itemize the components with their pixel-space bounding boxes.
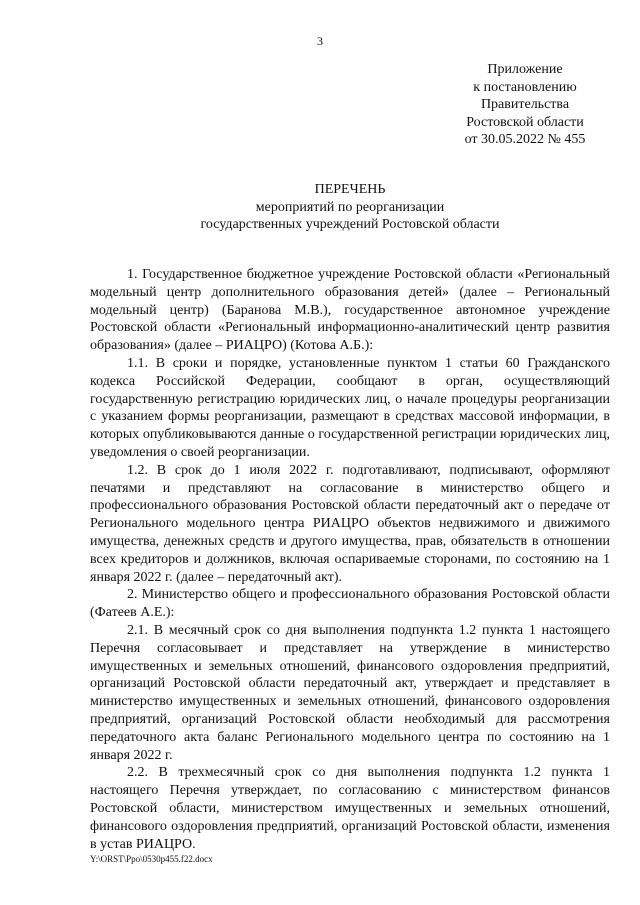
file-path-footer: Y:\ORST\Ppo\0530p455.f22.docx	[90, 854, 213, 864]
paragraph-1-1: 1.1. В сроки и порядке, установленные пунктом 1 статьи 60 Гражданского кодекса Российской Федерации, сообщают в орган, осуществляющий государственную регистрацию юридических лиц, о начале процедуры реорганизации с указанием формы реорганизации, размещают в средствах массовой информации, в которых опубликовываются данные о государственной регистрации юридических лиц, уведомления о своей реорганизации.	[90, 355, 610, 460]
appendix-block	[440, 61, 610, 149]
paragraph-1: 1. Государственное бюджетное учреждение Ростовской области «Региональный модельный центр дополнительного образования детей» (далее – Региональный модельный центр) (Баранова М.В.), государственное автономное учреждение Ростовской области «Региональный информационно-аналитический центр развития образования» (далее – РИАЦРО) (Котова А.Б.):	[90, 267, 610, 354]
appendix-line: к постановлению	[473, 79, 577, 95]
title-heading: ПЕРЕЧЕНЬ	[314, 182, 386, 197]
appendix-date-line: от 30.05.2022 № 455	[464, 132, 586, 148]
appendix-line: Ростовской области	[466, 114, 584, 130]
document-title	[0, 181, 640, 234]
paragraph-2-2: 2.2. В трехмесячный срок со дня выполнения подпункта 1.2 пункта 1 настоящего Перечня утверждает, по согласованию с министерством финансов Ростовской области, министерством имущественных и земельных отношений, финансового оздоровления предприятий, организаций Ростовской области, изменения в устав РИАЦРО.	[90, 765, 610, 852]
paragraph-2: 2. Министерство общего и профессионального образования Ростовской области (Фатеев А.Е.):	[90, 587, 610, 621]
paragraph-2-1: 2.1. В месячный срок со дня выполнения подпункта 1.2 пункта 1 настоящего Перечня согласовывает и представляет на утверждение в министерство имущественных и земельных отношений, финансового оздоровления предприятий, организаций Ростовской области передаточный акт, утверждает и представляет в министерство имущественных и земельных отношений, финансового оздоровления предприятий, организаций Ростовской области необходимый для рассмотрения передаточного акта баланс Регионального модельного центра по состоянию на 1 января 2022 г.	[90, 622, 610, 763]
paragraph-1-2: 1.2. В срок до 1 июля 2022 г. подготавливают, подписывают, оформляют печатями и представляют на согласование в министерство общего и профессионального образования Ростовской области передаточный акт о передаче от Регионального модельного центра РИАЦРО объектов недвижимого и движимого имущества, денежных средств и другого имущества, прав, обязательств в отношении всех кредиторов и должников, включая оспариваемые сторонами, по состоянию на 1 января 2022 г. (далее – передаточный акт).	[90, 462, 610, 585]
page-number: 3	[317, 34, 323, 48]
appendix-line: Приложение	[487, 62, 563, 77]
title-subtitle: государственных учреждений Ростовской области	[200, 217, 500, 233]
document-body	[90, 266, 610, 853]
appendix-line: Правительства	[480, 97, 570, 113]
title-subtitle: мероприятий по реорганизации	[255, 199, 445, 215]
